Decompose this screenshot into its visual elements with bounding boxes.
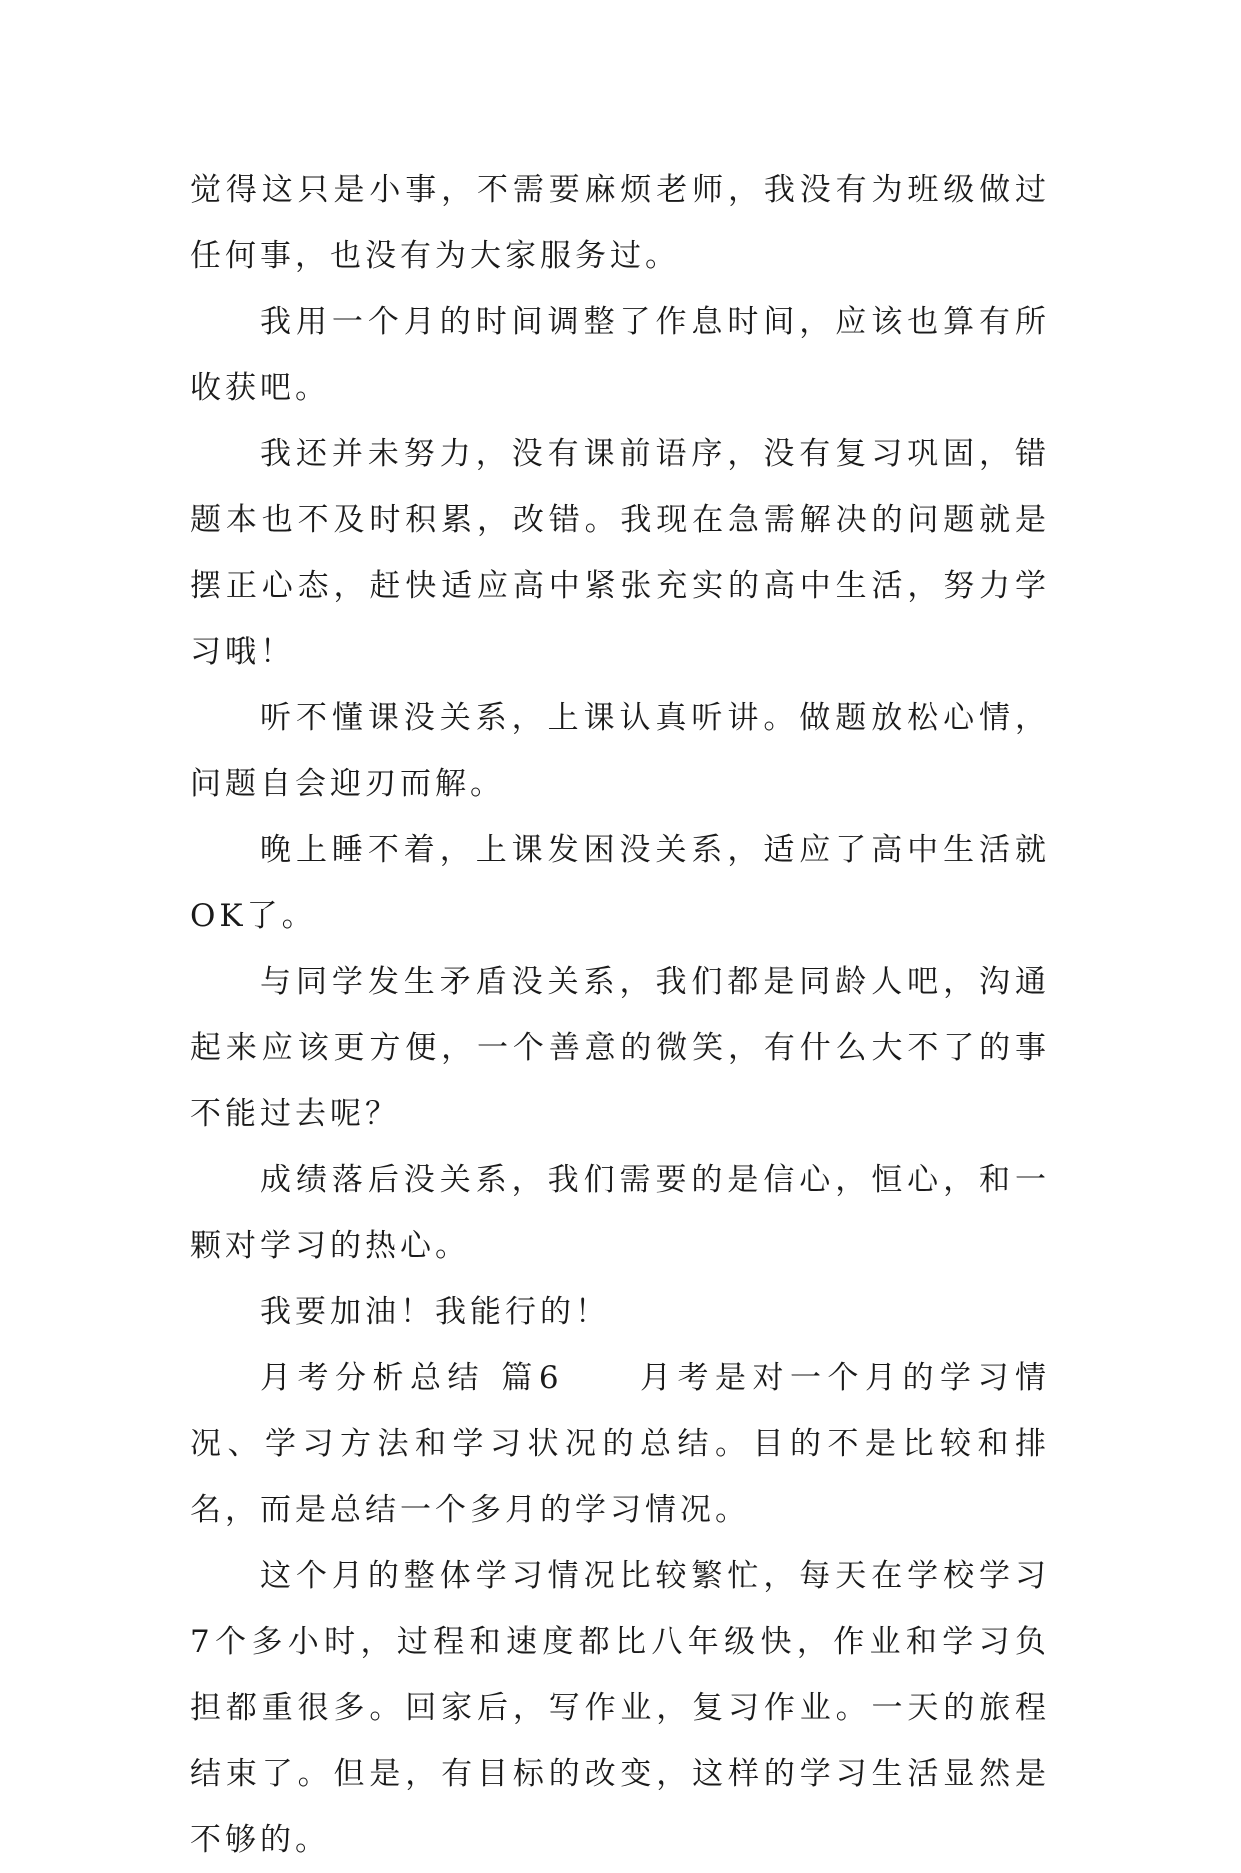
paragraph-4: 听不懂课没关系，上课认真听讲。做题放松心情，问题自会迎刃而解。 — [190, 700, 1050, 802]
paragraph-7: 成绩落后没关系，我们需要的是信心，恒心，和一颗对学习的热心。 — [190, 1162, 1050, 1264]
paragraph-1: 觉得这只是小事，不需要麻烦老师，我没有为班级做过任何事，也没有为大家服务过。 — [190, 172, 1050, 274]
paragraph-5: 晚上睡不着，上课发困没关系，适应了高中生活就OK了。 — [190, 832, 1050, 934]
paragraph-8: 我要加油！我能行的！ — [260, 1294, 610, 1330]
paragraph-10: 这个月的整体学习情况比较繁忙，每天在学校学习7个多小时，过程和速度都比八年级快，作业和学习负担都重很多。回家后，写作业，复习作业。一天的旅程结束了。但是，有目标的改变，这样的学习生活显然是不够的。 — [190, 1558, 1050, 1858]
paragraph-2: 我用一个月的时间调整了作息时间，应该也算有所收获吧。 — [190, 304, 1050, 406]
paragraph-9-section-heading: 月考分析总结 篇6 月考是对一个月的学习情况、学习方法和学习状况的总结。目的不是比较和排名，而是总结一个多月的学习情况。 — [190, 1360, 1050, 1528]
paragraph-6: 与同学发生矛盾没关系，我们都是同龄人吧，沟通起来应该更方便，一个善意的微笑，有什么大不了的事不能过去呢？ — [190, 964, 1050, 1132]
document-body — [190, 157, 1050, 1873]
paragraph-3: 我还并未努力，没有课前语序，没有复习巩固，错题本也不及时积累，改错。我现在急需解决的问题就是摆正心态，赶快适应高中紧张充实的高中生活，努力学习哦！ — [190, 436, 1050, 670]
